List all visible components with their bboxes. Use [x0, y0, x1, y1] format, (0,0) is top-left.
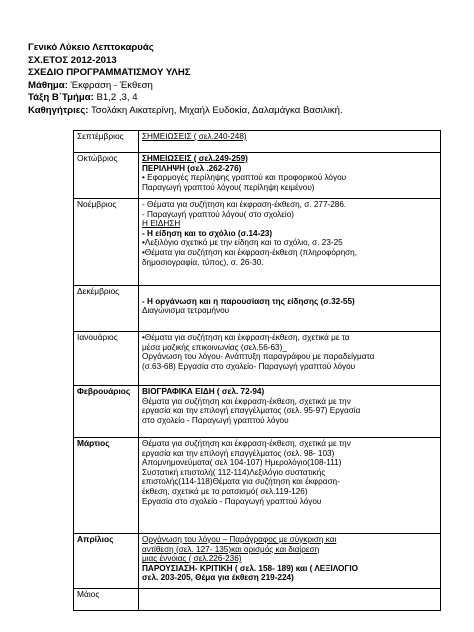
content-line: •Θέματα για συζήτηση και έκφραση-έκθεση (πληροφόρηση,	[142, 247, 358, 257]
content-line	[142, 600, 437, 610]
content-line: • Εφαρμογές περίληψης γραπτού και προφορικού λόγου	[142, 173, 347, 183]
content-line: Παραγωγή γραπτού λόγου( περίληψη κειμένου)	[142, 182, 315, 192]
content-line: Η ΕΙΔΗΣΗ	[142, 219, 181, 229]
content-line: επιστολής(114-118)Θέματα για συζήτηση και έκφραση-	[142, 477, 340, 487]
content-cell	[139, 199, 441, 286]
content-cell	[139, 153, 441, 199]
content-line: - Παραγωγή γραπτού λόγου( στο σχολείο)	[142, 209, 295, 219]
content-line: •Λεξιλόγιο σχετικό με την είδηση και το σχόλιο, σ. 23-25	[142, 238, 343, 248]
table-row	[74, 438, 441, 534]
content-cell	[139, 438, 441, 534]
content-line: δημοσιογραφία, τύπος), σ. 26-30.	[142, 257, 264, 267]
content-line: Συστατική επιστολή( 112-114)Λεξιλόγιο συστατικής	[142, 467, 326, 477]
month-cell: Ιανουάριος	[74, 332, 139, 386]
content-line: ΒΙΟΓΡΑΦΙΚΑ ΕΙΔΗ ( σελ. 72-94)	[142, 387, 265, 396]
content-line: ΠΕΡΙΛΗΨΗ (σελ .262-276)	[142, 163, 242, 173]
content-line: Θέματα για συζήτηση και έκφραση-έκθεση, σχετικά με την	[142, 396, 351, 406]
content-line: εργασία και την επιλογή επαγγέλματος (σελ. 98- 103)	[142, 448, 335, 458]
content-line: στο σχολείο - Παραγωγή γραπτού λόγου	[142, 415, 289, 425]
content-cell	[139, 286, 441, 332]
content-line: εργασία και την επιλογή επαγγέλματος (σελ. 95-97) Εργασία	[142, 406, 361, 416]
content-line: ΣΗΜΕΙΩΣΕΙΣ ( σελ.240-248)	[142, 132, 247, 141]
teachers-label: Καθηγήτριες:	[28, 104, 89, 116]
content-line: έκθεση, σχετικά με το ρατσισμό( σελ.119-126)	[142, 486, 308, 496]
class-label: Τάξη Β΄Τμήμα:	[28, 92, 94, 103]
class-line	[28, 92, 458, 105]
content-line: Οργάνωση του λόγου – Παράγραφος με σύγκριση και	[142, 535, 337, 544]
teachers-value: Τσολάκη Αικατερίνη, Μιχαήλ Ευδοκία, Δαλαμάγκα Βασιλική.	[88, 104, 343, 116]
content-line: μέσα μαζικής επικοινωνίας (σελ.56-63)_	[142, 342, 287, 352]
table-row	[74, 131, 441, 153]
subject-line	[28, 80, 458, 93]
table-row	[74, 332, 441, 386]
table-row	[74, 286, 441, 332]
content-cell	[139, 386, 441, 438]
content-line: Διαγώνισμα τετραμήνου	[142, 306, 230, 316]
subject-value: Έκφραση - Έκθεση	[67, 79, 153, 91]
content-line: Θέματα για συζήτηση και έκφραση-έκθεση, σχετικά με την	[142, 439, 351, 448]
table-row	[74, 589, 441, 611]
content-line: (σ.63-68) Εργασία στο σχολείο- Παραγωγή γραπτού λόγου	[142, 361, 356, 371]
class-value: Β1,2 ,3, 4	[93, 92, 138, 103]
content-line	[142, 590, 437, 600]
content-line: Εργασία στο σχολείο - Παραγωγή γραπτού λόγου	[142, 496, 322, 506]
content-line: - Θέματα για συζήτηση και έκφραση-έκθεση, σ. 277-286.	[142, 200, 347, 209]
content-line: Απομνημονεύματα( σελ 104-107) Ημερολόγιο(108-111)	[142, 458, 342, 468]
plan-title: ΣΧΕΔΙΟ ΠΡΟΓΡΑΜΜΑΤΙΣΜΟΥ ΥΛΗΣ	[28, 67, 191, 78]
content-cell	[139, 332, 441, 386]
content-cell	[139, 589, 441, 611]
content-line: •Θέματα για συζήτηση και έκφραση-έκθεση, σχετικά με τα	[142, 333, 350, 342]
content-line: ΣΗΜΕΙΩΣΕΙΣ ( σελ.249-259)	[142, 154, 248, 163]
document-header	[28, 42, 458, 117]
month-cell: Μάρτιος	[74, 438, 139, 534]
month-cell: Σεπτέμβριος	[74, 131, 139, 153]
content-cell	[139, 534, 441, 589]
month-cell: Οκτώβριος	[74, 153, 139, 199]
content-line: - Η είδηση και το σχόλιο (σ.14-23)	[142, 228, 273, 238]
month-cell: Νοέμβριος	[74, 199, 139, 286]
content-cell	[139, 131, 441, 153]
content-line: Οργάνωση του λόγου- Ανάπτυξη παραγράφου με παραδείγματα	[142, 352, 375, 362]
content-line: ΠΑΡΟΥΣΙΑΣΗ- ΚΡΙΤΙΚΗ ( σελ. 158- 189) και ( ΛΕΞΙΛΟΓΙΟ	[142, 563, 358, 573]
month-cell: Απρίλιος	[74, 534, 139, 589]
teachers-line	[28, 105, 458, 118]
content-line: - Η οργάνωση και η παρουσίαση της είδησης (σ.32-55)	[142, 296, 355, 306]
table-row	[74, 199, 441, 286]
table-row	[74, 386, 441, 438]
month-cell: Μάιος	[74, 589, 139, 611]
school-name: Γενικό Λύκειο Λεπτοκαρυάς	[28, 42, 154, 53]
table-row	[74, 153, 441, 199]
content-line	[142, 287, 437, 297]
month-cell: Φεβρουάριος	[74, 386, 139, 438]
content-line: αντίθεση (σελ. 127- 135)και ορισμός και διαίρεση	[142, 544, 320, 554]
schedule-table	[73, 130, 441, 611]
school-year: ΣΧ.ΕΤΟΣ 2012-2013	[28, 54, 117, 66]
subject-label: Μάθημα:	[28, 79, 68, 91]
content-line: σελ. 203-205, Θέμα για έκθεση 219-224)	[142, 573, 294, 583]
table-row	[74, 534, 441, 589]
month-cell: Δεκέμβριος	[74, 286, 139, 332]
content-line: μιας έννοιας ( σελ.226-236)	[142, 554, 242, 564]
